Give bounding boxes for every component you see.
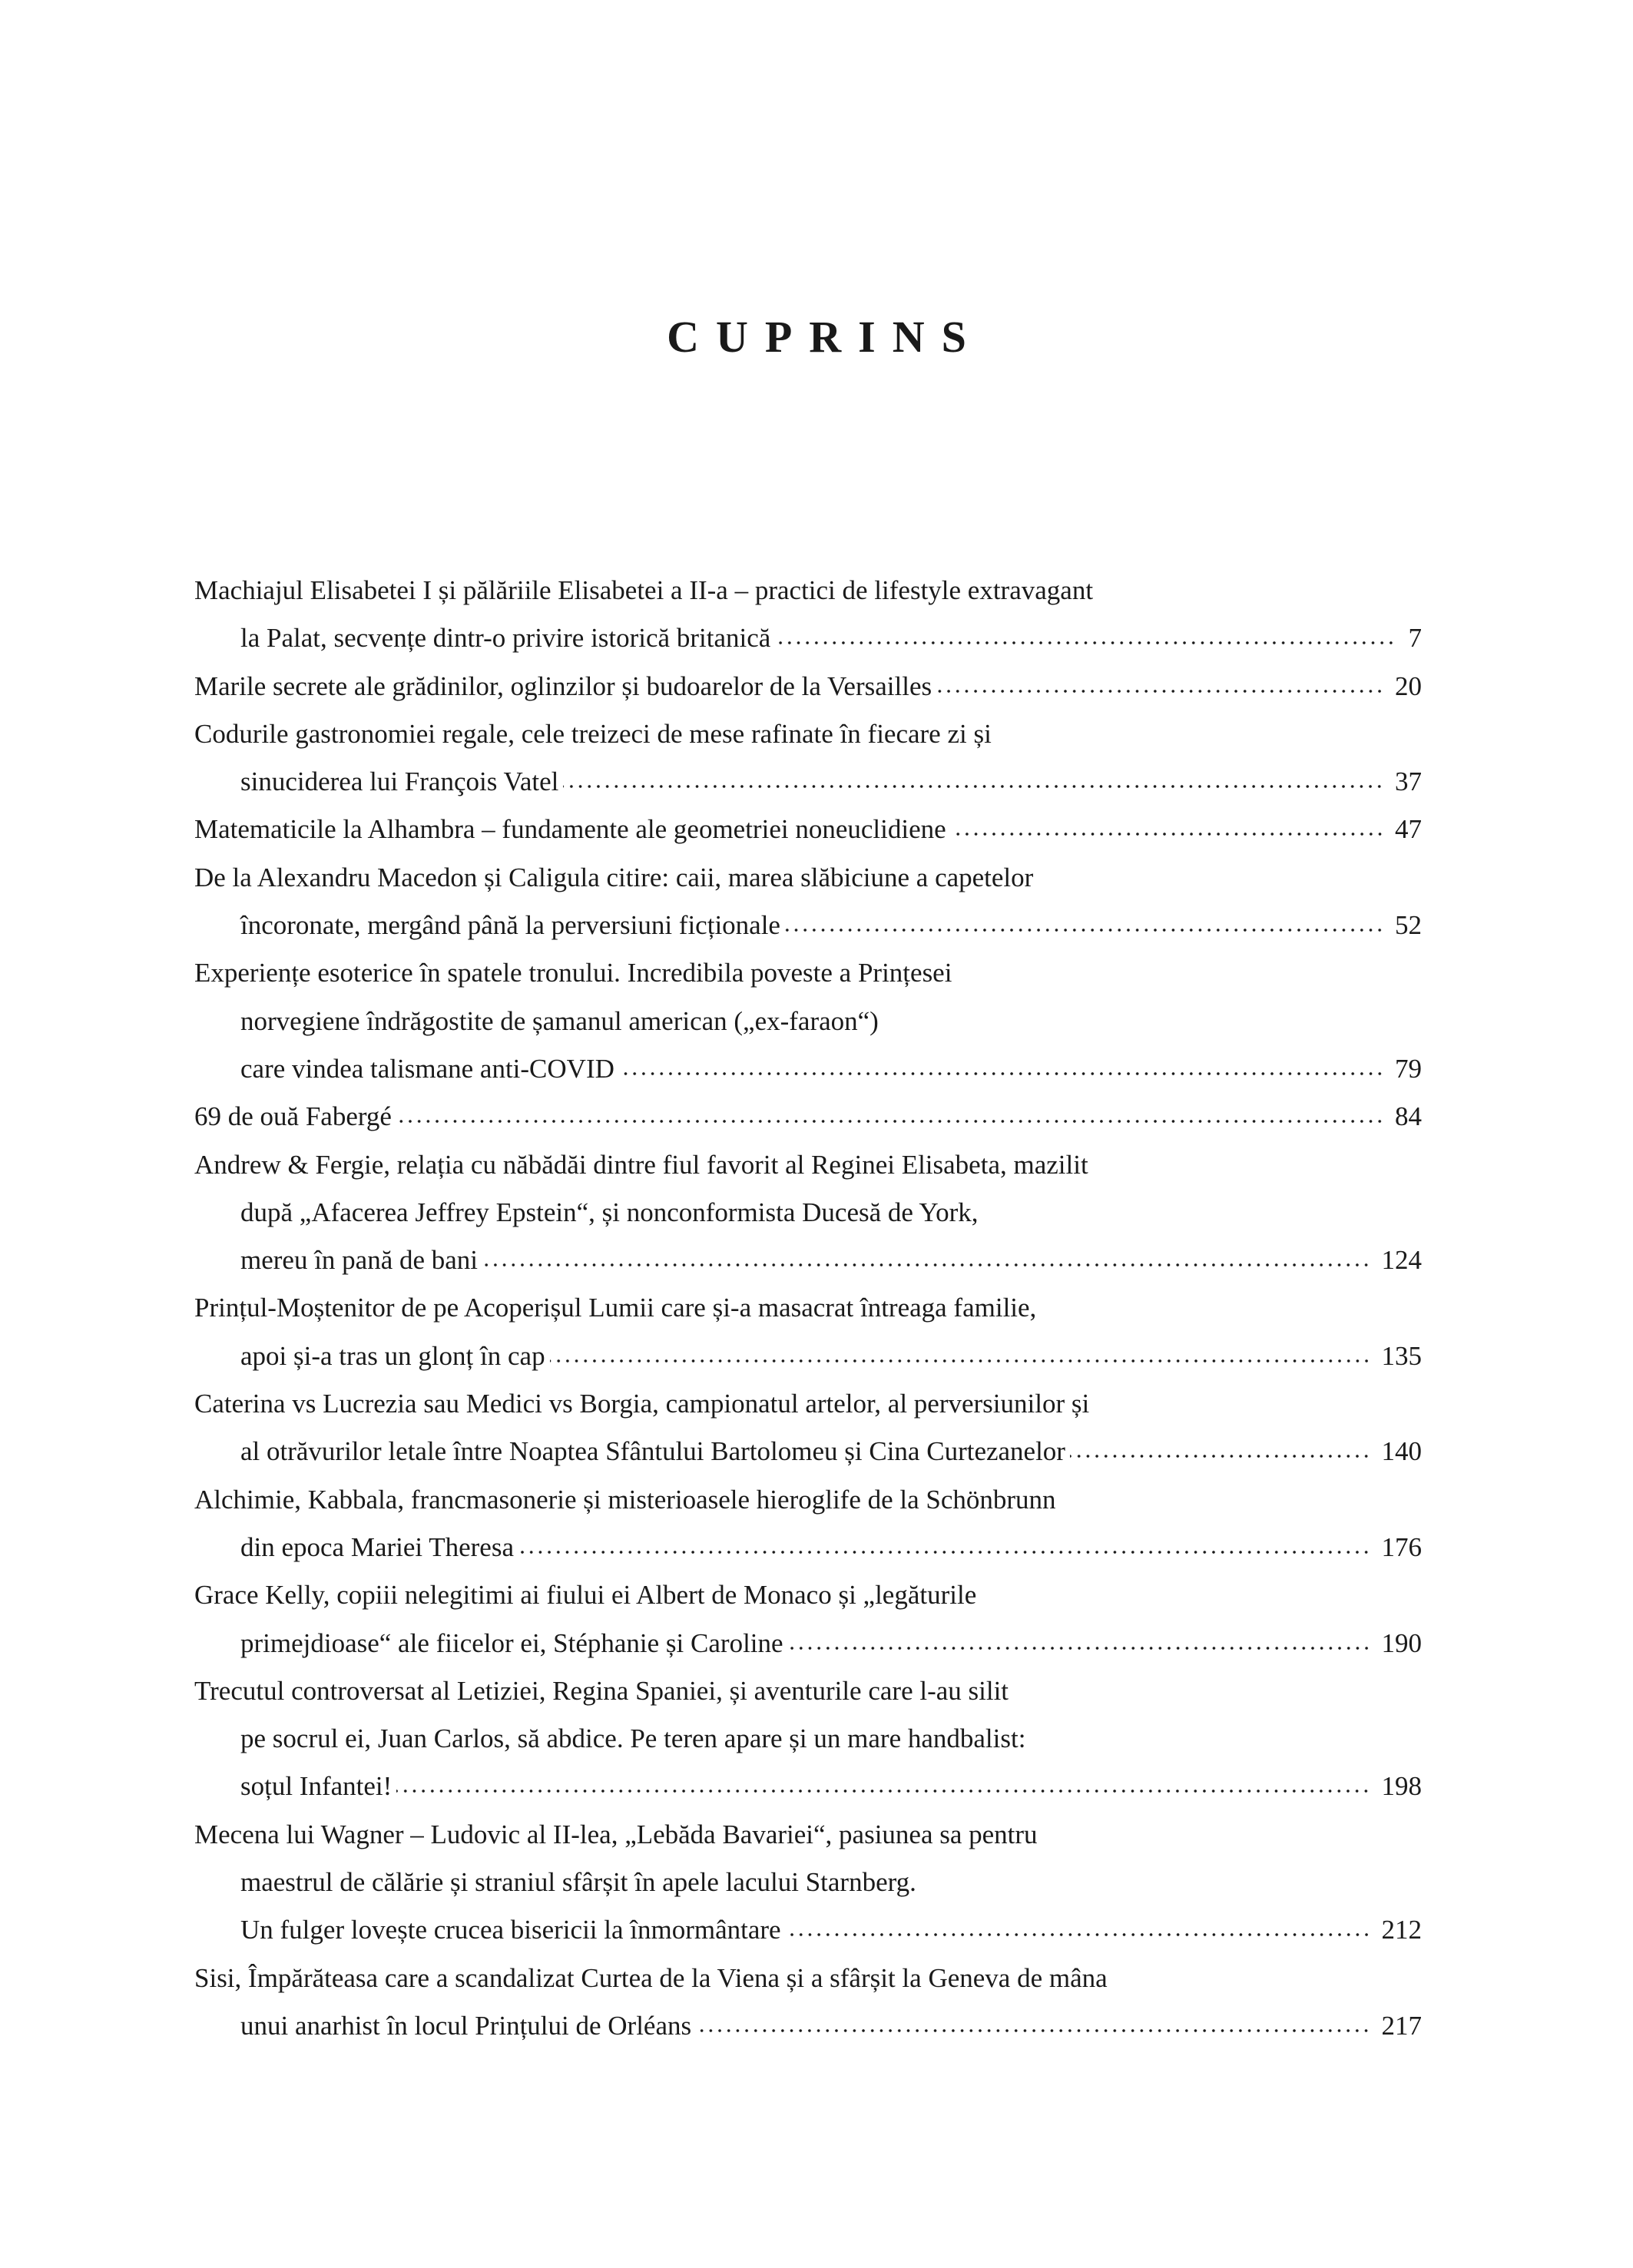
toc-entry[interactable] bbox=[194, 949, 1422, 1093]
toc-entry[interactable] bbox=[194, 1571, 1422, 1667]
toc-entry-text: la Palat, secvențe dintr-o privire istorică britanică bbox=[240, 623, 771, 654]
toc-entry[interactable] bbox=[194, 1476, 1422, 1572]
toc-entry-line bbox=[194, 1428, 1422, 1475]
toc-entry-line bbox=[194, 1189, 1422, 1237]
toc-page-number: 7 bbox=[1408, 623, 1422, 654]
toc-entry-text: Un fulger lovește crucea bisericii la înmormântare bbox=[240, 1915, 781, 1945]
toc-entry-line bbox=[194, 758, 1422, 806]
toc-page-number: 52 bbox=[1395, 910, 1422, 941]
toc-entry-line bbox=[194, 1093, 1422, 1141]
toc-entry-text: norvegiene îndrăgostite de șamanul american („ex-faraon“) bbox=[240, 1005, 879, 1036]
dot-leader bbox=[550, 1359, 1371, 1363]
toc-entry-line bbox=[194, 854, 1422, 902]
toc-entry-line bbox=[194, 1333, 1422, 1380]
toc-entry-line bbox=[194, 710, 1422, 758]
toc-entry-text: maestrul de călărie și straniul sfârșit în apele lacului Starnberg. bbox=[240, 1867, 916, 1898]
toc-entry-line bbox=[194, 1667, 1422, 1715]
toc-entry[interactable] bbox=[194, 854, 1422, 950]
dot-leader bbox=[482, 1263, 1370, 1267]
table-of-contents bbox=[194, 567, 1422, 2050]
toc-page-number: 190 bbox=[1381, 1627, 1422, 1658]
toc-entry-text: mereu în pană de bani bbox=[240, 1245, 479, 1276]
toc-page-number: 212 bbox=[1381, 1915, 1422, 1945]
toc-entry-line bbox=[194, 1859, 1422, 1906]
toc-entry-text: după „Afacerea Jeffrey Epstein“, și nonconformista Ducesă de York, bbox=[240, 1197, 979, 1227]
toc-page-number: 47 bbox=[1395, 814, 1422, 845]
toc-entry[interactable] bbox=[194, 567, 1422, 663]
toc-entry-text: Sisi, Împărăteasa care a scandalizat Curtea de la Viena și a sfârșit la Geneva de mâna bbox=[194, 1962, 1108, 1993]
toc-entry-line bbox=[194, 902, 1422, 949]
toc-entry-text: pe socrul ei, Juan Carlos, să abdice. Pe teren apare și un mare handbalist: bbox=[240, 1723, 1026, 1754]
toc-entry-text: Marile secrete ale grădinilor, oglinzilor și budoarelor de la Versailles bbox=[194, 670, 932, 701]
dot-leader bbox=[785, 928, 1384, 932]
toc-entry-text: care vindea talismane anti-COVID bbox=[240, 1053, 614, 1084]
dot-leader bbox=[951, 832, 1384, 836]
toc-entry-line bbox=[194, 1237, 1422, 1284]
toc-entry-line bbox=[194, 567, 1422, 614]
toc-entry-text: Mecena lui Wagner – Ludovic al II-lea, „Lebăda Bavariei“, pasiunea sa pentru bbox=[194, 1819, 1038, 1849]
toc-entry-text: Grace Kelly, copiii nelegitimi ai fiului ei Albert de Monaco și „legăturile bbox=[194, 1580, 977, 1611]
toc-entry-line bbox=[194, 1524, 1422, 1571]
toc-page-number: 124 bbox=[1381, 1245, 1422, 1276]
toc-entry[interactable] bbox=[194, 710, 1422, 806]
toc-entry[interactable] bbox=[194, 1667, 1422, 1811]
toc-entry[interactable] bbox=[194, 1141, 1422, 1285]
toc-entry-line bbox=[194, 1715, 1422, 1763]
toc-entry-line bbox=[194, 1763, 1422, 1810]
toc-entry-text: Trecutul controversat al Letiziei, Regina Spaniei, și aventurile care l-au silit bbox=[194, 1675, 1009, 1706]
toc-page-number: 176 bbox=[1381, 1531, 1422, 1562]
toc-entry-line bbox=[194, 1380, 1422, 1428]
toc-entry-text: Experiențe esoterice în spatele tronului. Incredibila poveste a Prințesei bbox=[194, 958, 952, 988]
page-title: CUPRINS bbox=[667, 312, 983, 362]
toc-entry-text: sinuciderea lui François Vatel bbox=[240, 766, 559, 797]
toc-entry[interactable] bbox=[194, 1093, 1422, 1141]
toc-entry[interactable] bbox=[194, 663, 1422, 710]
toc-entry[interactable] bbox=[194, 1284, 1422, 1380]
toc-entry-line bbox=[194, 998, 1422, 1045]
toc-page-number: 84 bbox=[1395, 1101, 1422, 1132]
dot-leader bbox=[1070, 1454, 1371, 1458]
dot-leader bbox=[396, 1789, 1370, 1793]
toc-entry-line bbox=[194, 1045, 1422, 1093]
toc-entry-text: din epoca Mariei Theresa bbox=[240, 1531, 514, 1562]
toc-entry-line bbox=[194, 806, 1422, 853]
toc-entry-text: Prințul-Moștenitor de pe Acoperișul Lumii care și-a masacrat întreaga familie, bbox=[194, 1293, 1037, 1323]
toc-entry-text: Caterina vs Lucrezia sau Medici vs Borgia, campionatul artelor, al perversiunilor și bbox=[194, 1389, 1090, 1419]
toc-entry-text: Machiajul Elisabetei I și pălăriile Elisabetei a II-a – practici de lifestyle extravagant bbox=[194, 575, 1094, 605]
toc-entry-line bbox=[194, 1284, 1422, 1332]
toc-entry-text: Andrew & Fergie, relația cu năbădăi dintre fiul favorit al Reginei Elisabeta, mazilit bbox=[194, 1149, 1088, 1180]
toc-page-number: 198 bbox=[1381, 1771, 1422, 1802]
toc-entry-text: al otrăvurilor letale între Noaptea Sfântului Bartolomeu și Cina Curtezanelor bbox=[240, 1436, 1065, 1467]
dot-leader bbox=[396, 1119, 1384, 1124]
toc-entry-text: 69 de ouă Fabergé bbox=[194, 1101, 392, 1132]
toc-entry-text: De la Alexandru Macedon și Caligula citire: caii, marea slăbiciune a capetelor bbox=[194, 862, 1034, 892]
toc-entry[interactable] bbox=[194, 1380, 1422, 1476]
toc-entry-line bbox=[194, 1906, 1422, 1954]
dot-leader bbox=[518, 1550, 1371, 1554]
toc-entry[interactable] bbox=[194, 1955, 1422, 2051]
toc-entry-line bbox=[194, 1620, 1422, 1667]
toc-entry-text: Codurile gastronomiei regale, cele treizeci de mese rafinate în fiecare zi și bbox=[194, 718, 992, 749]
toc-entry-line bbox=[194, 2002, 1422, 2050]
toc-entry-text: Alchimie, Kabbala, francmasonerie și misterioasele hieroglife de la Schönbrunn bbox=[194, 1484, 1056, 1515]
toc-entry-line bbox=[194, 663, 1422, 710]
toc-page-number: 20 bbox=[1395, 670, 1422, 701]
toc-entry-text: încoronate, mergând până la perversiuni ficționale bbox=[240, 910, 780, 941]
toc-entry-line bbox=[194, 949, 1422, 997]
toc-entry-line bbox=[194, 1811, 1422, 1859]
toc-entry-text: Matematicile la Alhambra – fundamente ale geometriei noneuclidiene bbox=[194, 814, 946, 845]
dot-leader bbox=[563, 784, 1384, 789]
toc-page-number: 135 bbox=[1381, 1340, 1422, 1371]
dot-leader bbox=[775, 641, 1396, 645]
toc-page-number: 217 bbox=[1381, 2010, 1422, 2041]
toc-entry-text: unui anarhist în locul Prințului de Orléans bbox=[240, 2010, 692, 2041]
toc-entry-line bbox=[194, 1476, 1422, 1524]
toc-page-number: 140 bbox=[1381, 1436, 1422, 1467]
toc-entry-text: primejdioase“ ale fiicelor ei, Stéphanie și Caroline bbox=[240, 1627, 783, 1658]
dot-leader bbox=[619, 1071, 1384, 1076]
toc-page-number: 79 bbox=[1395, 1053, 1422, 1084]
dot-leader bbox=[696, 2028, 1370, 2033]
toc-entry-text: soțul Infantei! bbox=[240, 1771, 393, 1802]
toc-entry[interactable] bbox=[194, 806, 1422, 853]
toc-entry-line bbox=[194, 1141, 1422, 1189]
dot-leader bbox=[788, 1646, 1371, 1651]
toc-page-number: 37 bbox=[1395, 766, 1422, 797]
toc-entry[interactable] bbox=[194, 1811, 1422, 1955]
toc-entry-line bbox=[194, 1955, 1422, 2002]
toc-entry-line bbox=[194, 614, 1422, 662]
toc-entry-text: apoi și-a tras un glonț în cap bbox=[240, 1340, 545, 1371]
dot-leader bbox=[786, 1932, 1371, 1937]
dot-leader bbox=[936, 689, 1384, 694]
toc-entry-line bbox=[194, 1571, 1422, 1619]
